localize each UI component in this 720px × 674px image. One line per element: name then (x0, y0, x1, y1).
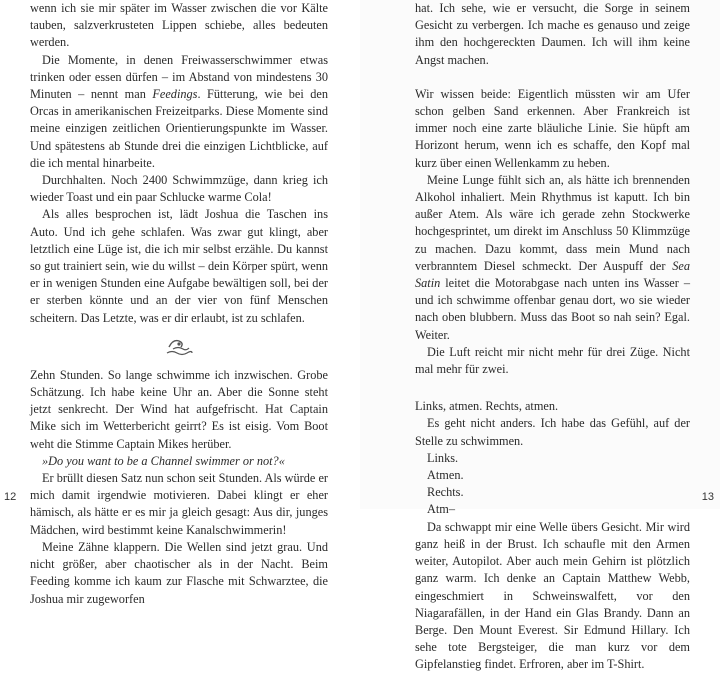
paragraph: hat. Ich sehe, wie er versucht, die Sorge in seinem Gesicht zu verbergen. Ich mache es genauso und zeige ihm den hochgereckten Daumen. Ich will ihm keine Angst machen. (415, 1, 690, 67)
paragraph: Es geht nicht anders. Ich habe das Gefühl, auf der Stelle zu schwimmen. (415, 416, 690, 448)
left-text-column (30, 0, 328, 608)
left-page (0, 0, 360, 606)
paragraph: wenn ich sie mir später im Wasser zwischen die vor Kälte tauben, salzverkrusteten Lippen schiebe, alles bedeuten werden. (30, 1, 328, 50)
paragraph: Atm– (427, 502, 456, 517)
paragraph: Wir wissen beide: Eigentlich müssten wir am Ufer schon gelben Sand erkennen. Aber Frankreich ist immer noch eine zarte bläuliche Linie. Sie hüpft am Horizont herum, wenn ich es schaffe, den Kopf mal kurz über einen Wellenkamm zu heben. (415, 86, 690, 170)
paragraph: Durchhalten. Noch 2400 Schwimmzüge, dann krieg ich wieder Toast und ein paar Schlucke warme Cola! (30, 173, 328, 205)
paragraph: Die Luft reicht mir nicht mehr für drei Züge. Nicht mal mehr für zwei. (415, 344, 690, 377)
paragraph: Atmen. (427, 468, 464, 483)
paragraph: Da schwappt mir eine Welle übers Gesicht. Mir wird ganz heiß in der Brust. Ich schaufle mit den Armen weiter, Autopilot. Aber auch mein Gehirn ist plötzlich ganz warm. Ich denke an Captain Matthew Webb, eingeschmiert in Schweinswalfett, vor den Niagarafällen, in der Hand ein Glas Brandy. Dann an Berge. Den Mount Everest. Sir Edmund Hillary. Ich sehe tote Bergsteiger, die man kurz vor dem Gipfelanstieg findet. Erfroren, aber im T-Shirt. (415, 519, 690, 672)
page-number-right: 13 (701, 491, 714, 503)
paragraph: Rechts. (427, 485, 464, 500)
paragraph-gap (415, 378, 690, 398)
paragraph: Als alles besprochen ist, lädt Joshua die Taschen ins Auto. Und ich gehe schlafen. Was zwar gut klingt, aber letztlich eine Lüge ist, die ich mir selbst erzähle. Du kannst so gut trainiert sein, wie du willst – dein Körper spürt, wenn er in wenigen Stunden eine Aufgabe bewältigen soll, bei der er sterben könnte und an der vier von fünf Menschen scheitern. Das Letzte, was er dir erlaubt, ist zu schlafen. (30, 207, 328, 325)
right-text-column (415, 0, 690, 674)
paragraph: Links. (427, 450, 459, 465)
page-number-left: 12 (4, 491, 17, 503)
paragraph (30, 453, 328, 470)
emphasis: Feedings (152, 87, 198, 102)
right-page (360, 0, 720, 672)
paragraph: Meine Zähne klappern. Die Wellen sind jetzt grau. Und nicht größer, aber chaotischer als in der Nacht. Beim Feeding komme ich kaum zur Flasche mit Schwarztee, die Joshua mir zugeworfen (30, 539, 328, 606)
paragraph: Er brüllt diesen Satz nun schon seit Stunden. Als würde er mich damit irgendwie motivieren. Dabei klingt er eher hämisch, als hätte er es mir ja gleich gesagt: Aus dir, junges Mädchen, wird bestimmt keine Kanalschwimmerin! (30, 471, 328, 537)
quote: »Do you want to be a Channel swimmer or not?« (42, 453, 285, 468)
paragraph: Die Momente, in denen Freiwasserschwimmer etwas trinken oder essen dürfen – im Abstand von mindestens 30 Minuten – nennt man Feedings. Fütterung, wie bei den Orcas in amerikanischen Freizeitparks. Diese Momente sind meine einzigen zeitlichen Orientierungspunkte im Wasser. Und spätestens ab Stunde drei die einzigen Lichtblicke, auf die ich mental hinarbeite. (30, 52, 329, 170)
paragraph: Meine Lunge fühlt sich an, als hätte ich brennenden Alkohol inhaliert. Mein Rhythmus ist kaputt. Ich bin außer Atem. Als wäre ich gerade zehn Stockwerke hochgesprintet, um direkt im Anschluss 50 Klimmzüge zu machen. Dazu kommt, dass mein Mund nach verbranntem Diesel schmeckt. Der Auspuff der Sea Satin leitet die Motorabgase nach unten ins Wasser – und ich schwimme offenbar genau dort, wo sie wieder nach oben blubbern. Muss das Boot so nah sein? Egal. Weiter. (415, 172, 690, 342)
boat-name: Sea Satin (415, 258, 690, 291)
paragraph: Links, atmen. Rechts, atmen. (415, 399, 559, 414)
paragraph-gap (415, 69, 690, 86)
section-divider (30, 327, 328, 367)
paragraph: Zehn Stunden. So lange schwimme ich inzwischen. Grobe Schätzung. Ich habe keine Uhr an. Aber die Sonne steht jetzt senkrecht. Der Wind hat aufgefrischt. Hat Captain Mike sich im Wetterbericht geirrt? Es ist eisig. Vom Boot weht die Stimme Captain Mikes herüber. (30, 367, 328, 451)
wave-ornament-icon (164, 335, 194, 359)
